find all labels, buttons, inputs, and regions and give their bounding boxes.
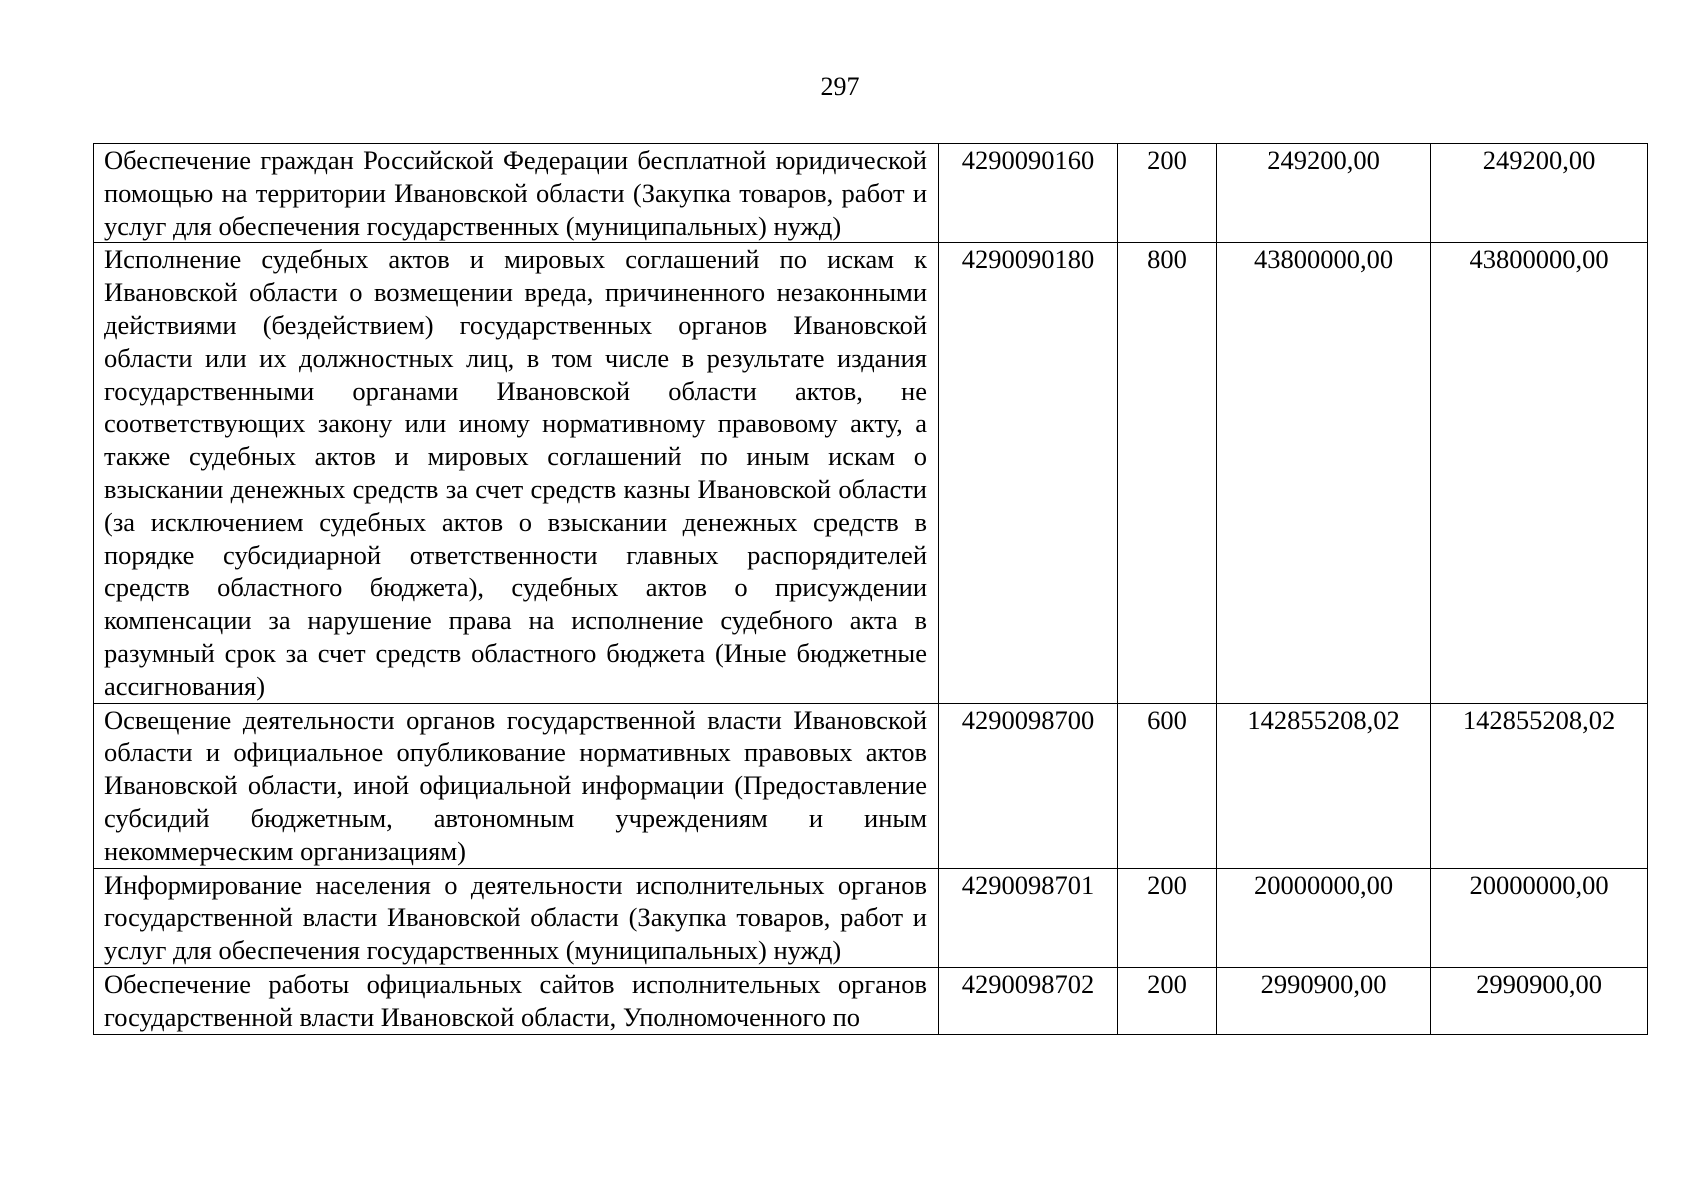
table-row	[94, 967, 1648, 1034]
target-code: 4290098701	[939, 868, 1118, 967]
amount-2: 2990900,00	[1431, 967, 1648, 1034]
target-code: 4290090160	[939, 144, 1118, 243]
amount-1: 249200,00	[1217, 144, 1431, 243]
expense-type: 200	[1118, 868, 1217, 967]
amount-1: 142855208,02	[1217, 703, 1431, 868]
amount-1: 2990900,00	[1217, 967, 1431, 1034]
amount-1: 20000000,00	[1217, 868, 1431, 967]
table-row	[94, 243, 1648, 703]
table-row	[94, 703, 1648, 868]
row-description: Освещение деятельности органов государственной власти Ивановской области и официальное опубликование нормативных правовых актов Ивановской области, иной официальной информации (Предоставление субсидий бюджетным, автономным учреждениям и иным некоммерческим организациям)	[94, 703, 939, 868]
amount-2: 43800000,00	[1431, 243, 1648, 703]
amount-1: 43800000,00	[1217, 243, 1431, 703]
row-description: Обеспечение работы официальных сайтов исполнительных органов государственной власти Ивановской области, Уполномоченного по	[94, 967, 939, 1034]
expense-type: 200	[1118, 144, 1217, 243]
expense-type: 200	[1118, 967, 1217, 1034]
amount-2: 142855208,02	[1431, 703, 1648, 868]
amount-2: 20000000,00	[1431, 868, 1648, 967]
table-row	[94, 868, 1648, 967]
expense-type: 800	[1118, 243, 1217, 703]
amount-2: 249200,00	[1431, 144, 1648, 243]
row-description: Информирование населения о деятельности исполнительных органов государственной власти Ивановской области (Закупка товаров, работ и услуг для обеспечения государственных (муниципальных) нужд)	[94, 868, 939, 967]
row-description: Исполнение судебных актов и мировых соглашений по искам к Ивановской области о возмещении вреда, причиненного незаконными действиями (бездействием) государственных органов Ивановской области или их должностных лиц, в том числе в результате издания государственными органами Ивановской области актов, не соответствующих закону или иному нормативному правовому акту, а также судебных актов и мировых соглашений по иным искам о взыскании денежных средств за счет средств казны Ивановской области (за исключением судебных актов о взыскании денежных средств в порядке субсидиарной ответственности главных распорядителей средств областного бюджета), судебных актов о присуждении компенсации за нарушение права на исполнение судебного акта в разумный срок за счет средств областного бюджета (Иные бюджетные ассигнования)	[94, 243, 939, 703]
table-row	[94, 144, 1648, 243]
expense-type: 600	[1118, 703, 1217, 868]
target-code: 4290090180	[939, 243, 1118, 703]
target-code: 4290098700	[939, 703, 1118, 868]
page-number: 297	[820, 72, 860, 101]
budget-table	[93, 143, 1648, 1035]
row-description: Обеспечение граждан Российской Федерации бесплатной юридической помощью на территории Ивановской области (Закупка товаров, работ и услуг для обеспечения государственных (муниципальных) нужд)	[94, 144, 939, 243]
target-code: 4290098702	[939, 967, 1118, 1034]
